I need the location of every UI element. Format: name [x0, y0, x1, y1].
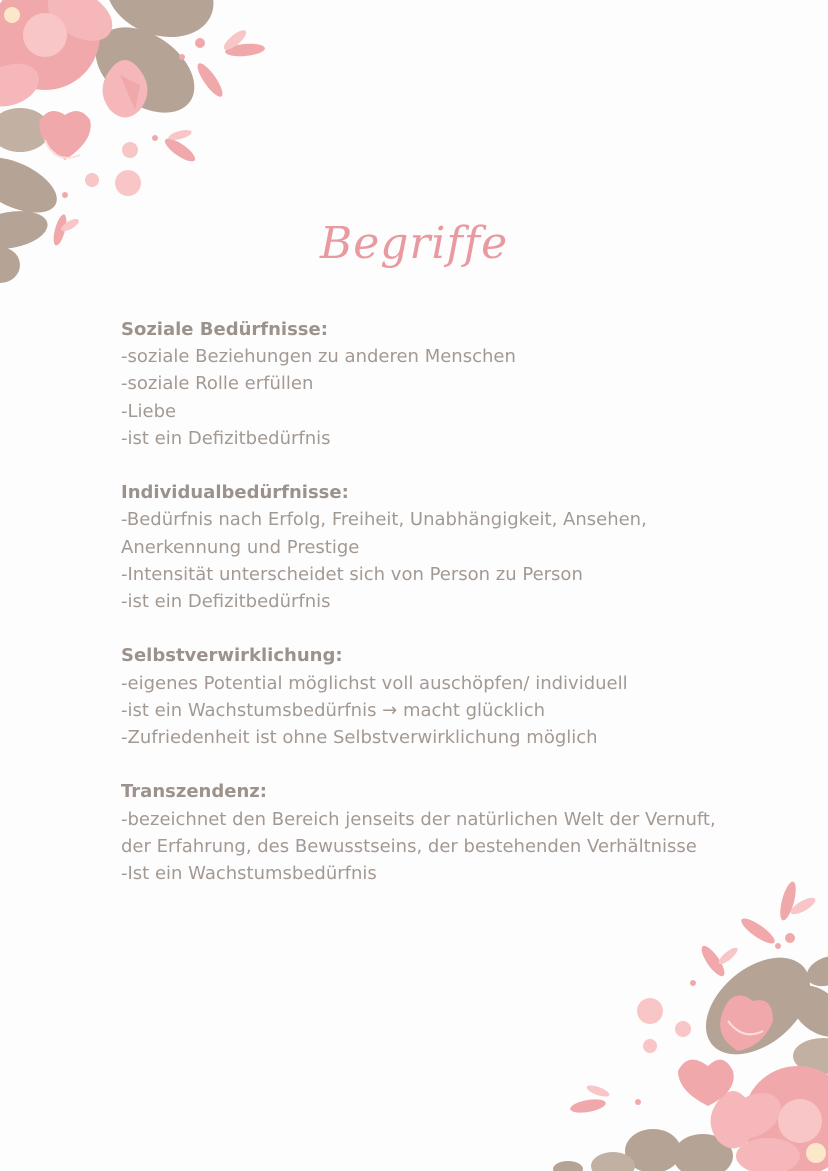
bullet-line: -Liebe [121, 400, 177, 422]
section-heading: Soziale Bedürfnisse: [121, 319, 328, 340]
bullet-line: -Bedürfnis nach Erfolg, Freiheit, Unabhängigkeit, Ansehen, Anerkennung und Prestige [121, 509, 647, 558]
section-heading: Transzendenz: [121, 781, 267, 803]
bullet-line: -soziale Beziehungen zu anderen Menschen [121, 346, 516, 368]
section-transzendenz [121, 778, 741, 887]
section-heading: Selbstverwirklichung: [121, 645, 343, 667]
bullet-line: -Ist ein Wachstumsbedürfnis [121, 863, 377, 885]
floral-corner-bottom-right-icon [528, 871, 828, 1171]
bullet-line: -bezeichnet den Bereich jenseits der natürlichen Welt der Vernuft, der Erfahrung, des Bewusstseins, der bestehenden Verhältnisse [121, 808, 716, 857]
bullet-line: -eigenes Potential möglichst voll auschöpfen/ individuell [121, 672, 628, 694]
section-heading: Individualbedürfnisse: [121, 482, 349, 504]
bullet-line: -ist ein Defizitbedürfnis [121, 427, 331, 449]
section-individualbeduerfnisse [121, 479, 741, 615]
bullet-line: -soziale Rolle erfüllen [121, 373, 314, 395]
bullet-line: -ist ein Defizitbedürfnis [121, 591, 331, 613]
page-title: Begriffe [319, 218, 509, 269]
bullet-line: -ist ein Wachstumsbedürfnis → macht glücklich [121, 699, 546, 721]
document-body [121, 316, 741, 914]
section-selbstverwirklichung [121, 642, 741, 751]
bullet-line: -Zufriedenheit ist ohne Selbstverwirklichung möglich [121, 727, 598, 749]
section-soziale-beduerfnisse [121, 316, 741, 452]
bullet-line: -Intensität unterscheidet sich von Person zu Person [121, 563, 583, 585]
